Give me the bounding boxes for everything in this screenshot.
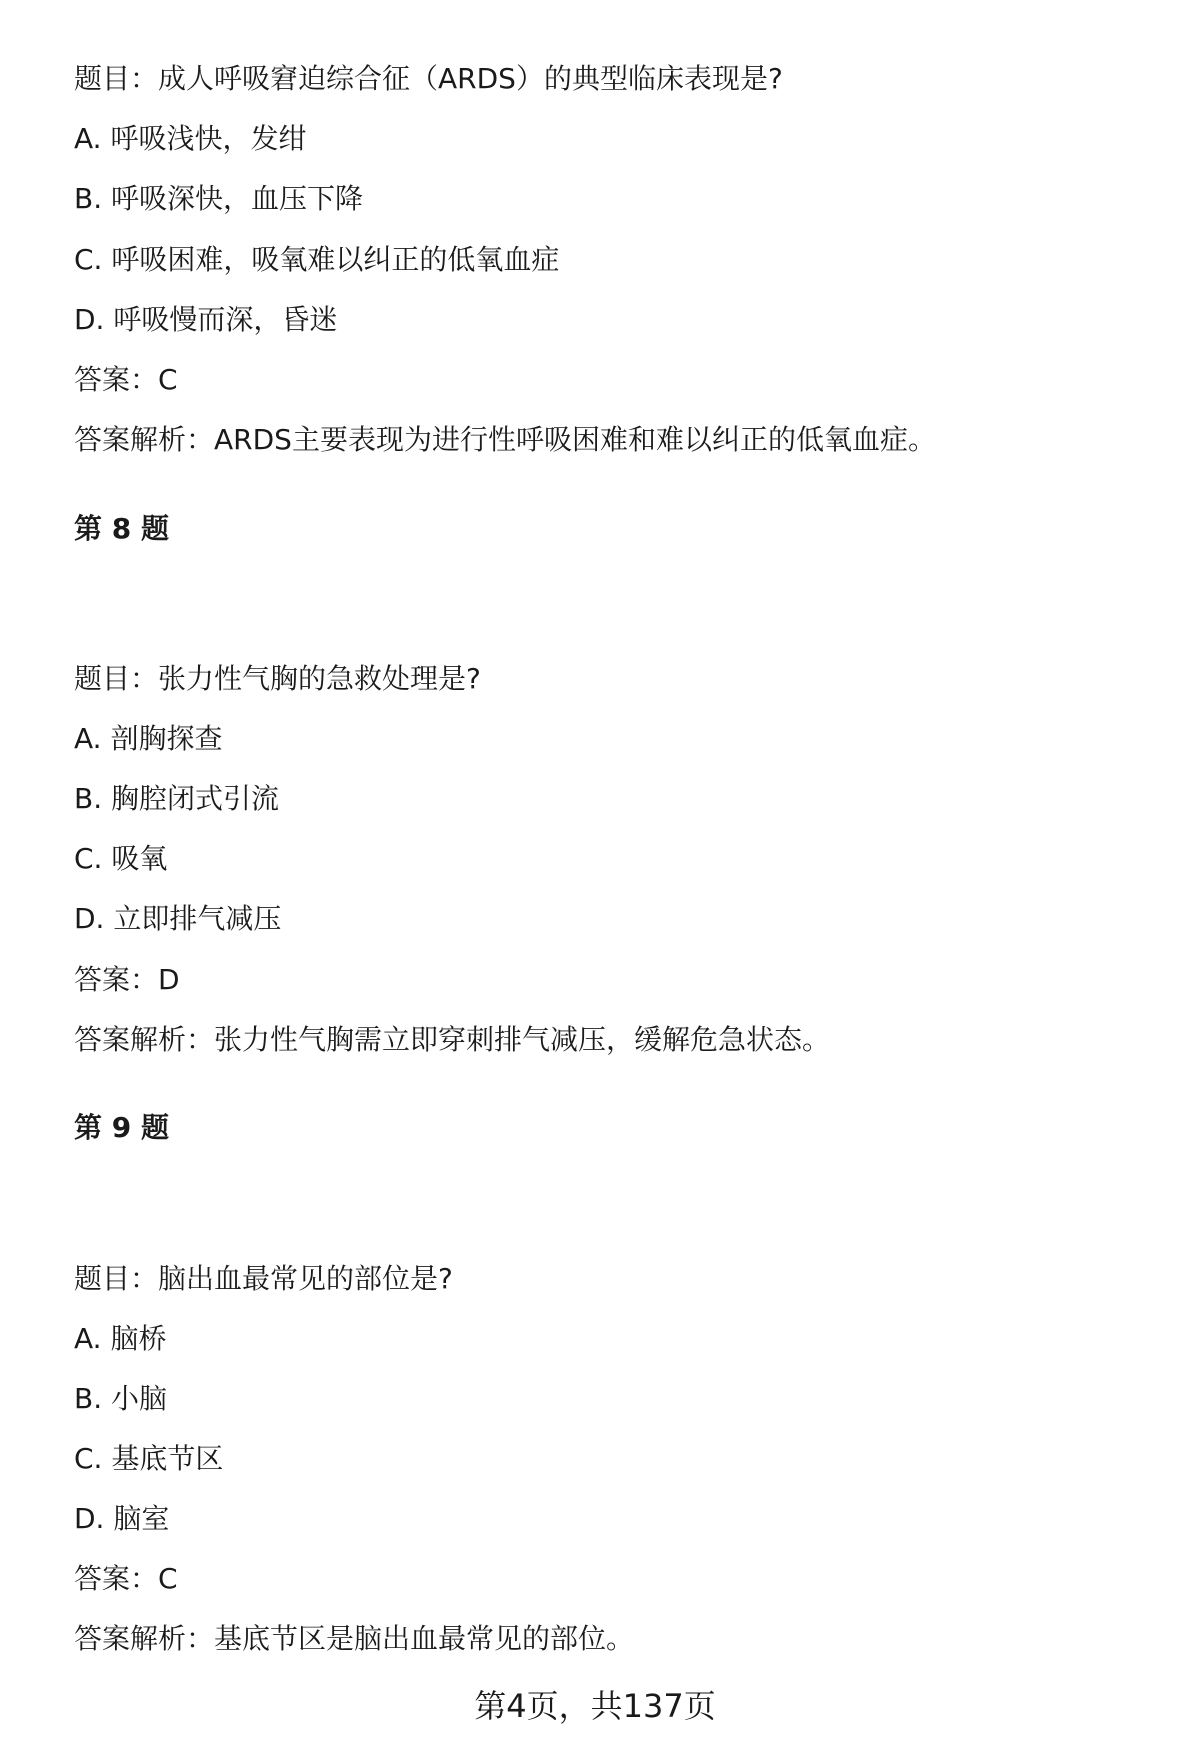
option-b: B. 胸腔闭式引流	[74, 782, 280, 815]
answer-analysis: 答案解析：基底节区是脑出血最常见的部位。	[74, 1622, 635, 1655]
option-c: C. 吸氧	[74, 842, 168, 875]
answer: 答案：C	[74, 1562, 178, 1595]
answer-analysis: 答案解析：张力性气胸需立即穿刺排气减压，缓解危急状态。	[74, 1023, 831, 1056]
option-b: B. 呼吸深快，血压下降	[74, 182, 364, 215]
question-heading: 第 9 题	[74, 1111, 169, 1144]
answer: 答案：C	[74, 363, 178, 396]
option-b: B. 小脑	[74, 1382, 168, 1415]
question-stem: 题目：脑出血最常见的部位是?	[74, 1262, 453, 1295]
answer: 答案：D	[74, 963, 180, 996]
question-stem: 题目：张力性气胸的急救处理是?	[74, 662, 481, 695]
answer-analysis: 答案解析：ARDS主要表现为进行性呼吸困难和难以纠正的低氧血症。	[74, 423, 936, 456]
page-number: 第4页，共137页	[474, 1687, 716, 1725]
question-heading: 第 8 题	[74, 512, 169, 545]
option-d: D. 脑室	[74, 1502, 170, 1535]
option-c: C. 呼吸困难，吸氧难以纠正的低氧血症	[74, 243, 560, 276]
option-a: A. 脑桥	[74, 1322, 167, 1355]
option-c: C. 基底节区	[74, 1442, 224, 1475]
option-a: A. 呼吸浅快，发绀	[74, 122, 307, 155]
option-a: A. 剖胸探查	[74, 722, 223, 755]
option-d: D. 呼吸慢而深，昏迷	[74, 303, 338, 336]
option-d: D. 立即排气减压	[74, 902, 282, 935]
question-stem: 题目：成人呼吸窘迫综合征（ARDS）的典型临床表现是?	[74, 62, 783, 95]
